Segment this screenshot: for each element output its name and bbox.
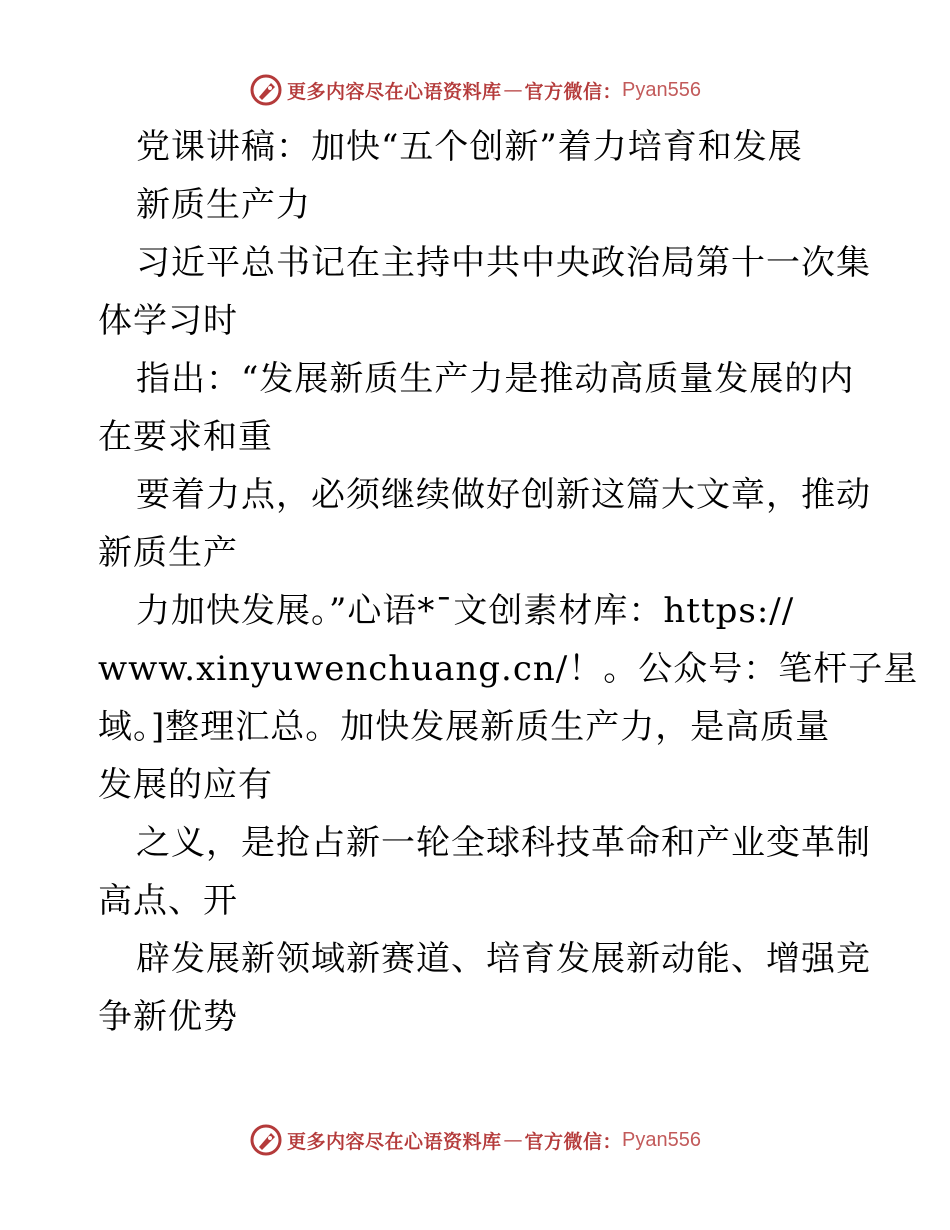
doc-title-line-1: 党课讲稿：加快“五个创新”着力培育和发展 [136, 127, 803, 167]
doc-line: 在要求和重 [98, 417, 273, 457]
banner-separator: — [503, 79, 523, 101]
banner-separator: — [503, 1129, 523, 1151]
doc-line: 习近平总书记在主持中共中央政治局第十一次集 [136, 243, 871, 283]
banner-account: Pyan556 [622, 78, 701, 101]
pen-nib-icon [249, 1123, 283, 1157]
doc-line: 力加快发展。”心语*¯文创素材库：https:// [136, 591, 795, 631]
banner-wechat-label: 官方微信： [524, 80, 623, 103]
pen-nib-icon [249, 73, 283, 107]
doc-line: 发展的应有 [98, 765, 273, 805]
banner-text: 更多内容尽在心语资料库 [287, 80, 502, 103]
doc-title-line-2: 新质生产力 [136, 185, 311, 225]
doc-line: 高点、开 [98, 881, 238, 921]
doc-line: 要着力点，必须继续做好创新这篇大文章，推动 [136, 475, 871, 515]
header-watermark-banner [0, 70, 950, 110]
doc-line: 体学习时 [98, 301, 238, 341]
document-body [98, 118, 919, 1046]
doc-line: 争新优势 [98, 997, 238, 1037]
doc-line: 域。]整理汇总。加快发展新质生产力，是高质量 [98, 707, 831, 747]
doc-line: 新质生产 [98, 533, 238, 573]
doc-line: 之义，是抢占新一轮全球科技革命和产业变革制 [136, 823, 871, 863]
doc-line: www.xinyuwenchuang.cn/！。公众号：笔杆子星 [98, 649, 919, 689]
banner-account: Pyan556 [622, 1128, 701, 1151]
banner-wechat-label: 官方微信： [524, 1130, 623, 1153]
banner-text: 更多内容尽在心语资料库 [287, 1130, 502, 1153]
doc-line: 辟发展新领域新赛道、培育发展新动能、增强竞 [136, 939, 871, 979]
doc-line: 指出：“发展新质生产力是推动高质量发展的内 [136, 359, 855, 399]
footer-watermark-banner [0, 1120, 950, 1160]
